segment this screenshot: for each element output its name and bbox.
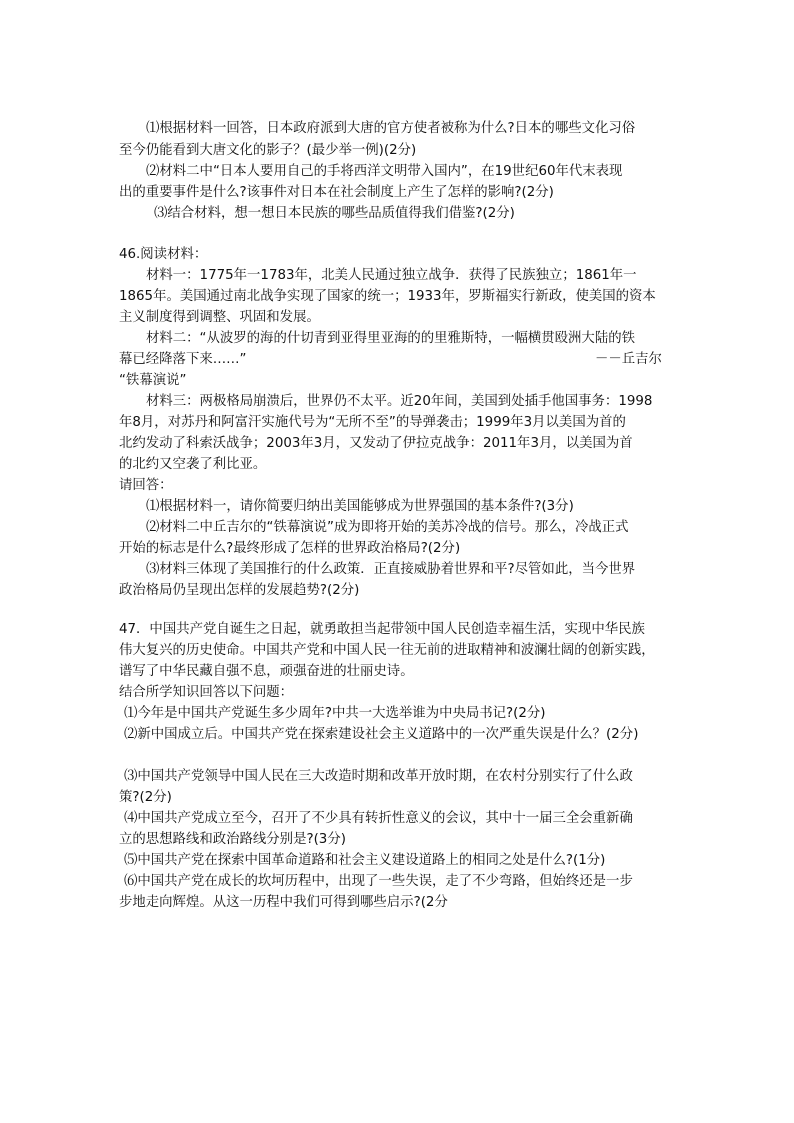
- q46-material2-attribution: －－丘吉尔: [595, 352, 662, 367]
- q47-intro-line2: 伟大复兴的历史使命。中国共产党和中国人民一往无前的进取精神和波澜壮阔的创新实践，: [119, 643, 655, 658]
- q46-material2-source: “铁幕演说”: [119, 373, 187, 388]
- q45-sub2-line2: 出的重要事件是什么?该事件对日本在社会制度上产生了怎样的影响?(2分): [119, 185, 554, 200]
- q46-sub1: ⑴根据材料一，请你简要归纳出美国能够成为世界强国的基本条件?(3分): [146, 499, 574, 514]
- q46-material1-line2: 1865年。美国通过南北战争实现了国家的统一；1933年，罗斯福实行新政，使美国的资本: [119, 289, 656, 304]
- q47-sub3-line1: ⑶中国共产党领导中国人民在三大改造时期和改革开放时期，在农村分别实行了什么政: [124, 769, 633, 784]
- q46-answer-prompt: 请回答：: [119, 478, 173, 493]
- q46-sub2-line1: ⑵材料二中丘吉尔的“铁幕演说”成为即将开始的美苏冷战的信号。那么，冷战正式: [146, 520, 629, 535]
- q47-sub6-line1: ⑹中国共产党在成长的坎坷历程中，出现了一些失误，走了不少弯路，但始终还是一步: [124, 874, 633, 889]
- q47-intro-line1: 47．中国共产党自诞生之日起，就勇敢担当起带领中国人民创造幸福生活，实现中华民族: [119, 622, 645, 637]
- q46-material1-line1: 材料一：1775年一1783年，北美人民通过独立战争．获得了民族独立；1861年一: [146, 268, 637, 283]
- q46-material3-line3: 北约发动了科索沃战争；2003年3月，又发动了伊拉克战争：2011年3月，以美国为首: [119, 436, 633, 451]
- q45-sub1-line2: 至今仍能看到大唐文化的影子？(最少举一例)(2分): [119, 143, 417, 158]
- q46-material3-line4: 的北约又空袭了利比亚。: [119, 457, 267, 472]
- q46-sub2-line2: 开始的标志是什么?最终形成了怎样的世界政治格局?(2分): [119, 541, 461, 556]
- q46-material3-line2: 年8月，对苏丹和阿富汗实施代号为“无所不至”的导弹袭击；1999年3月以美国为首的: [119, 415, 626, 430]
- q47-intro-line3: 谱写了中华民藏自强不息，顽强奋进的壮丽史诗。: [119, 664, 414, 679]
- q45-sub2-line1: ⑵材料二中“日本人要用自己的手将西洋文明带入国内”，在19世纪60年代末表现: [146, 164, 623, 179]
- q46-sub3-line2: 政治格局仍呈现出怎样的发展趋势?(2分): [119, 583, 360, 598]
- q47-sub3-line2: 策?(2分): [119, 790, 172, 805]
- q46-heading: 46.阅读材料：: [119, 247, 208, 262]
- q46-material1-line3: 主义制度得到调整、巩固和发展。: [119, 310, 320, 325]
- q46-material2-line1: 材料二：“从波罗的海的什切青到亚得里亚海的的里雅斯特，一幅横贯殴洲大陆的铁: [146, 331, 635, 346]
- q46-material2-line2: 幕已经降落下来……”: [119, 352, 247, 367]
- q47-sub2: ⑵新中国成立后。中国共产党在探索建设社会主义道路中的一次严重失误是什么？(2分): [124, 727, 639, 742]
- q47-sub4-line1: ⑷中国共产党成立至今，召开了不少具有转折性意义的会议，其中十一届三全会重新确: [124, 811, 633, 826]
- q45-sub3: ⑶结合材料，想一想日本民族的哪些品质值得我们借鉴?(2分): [154, 206, 515, 221]
- q45-sub1-line1: ⑴根据材料一回答，日本政府派到大唐的官方使者被称为什么?日本的哪些文化习俗: [146, 121, 636, 136]
- q46-material3-line1: 材料三：两极格局崩溃后，世界仍不太平。近20年间，美国到处插手他国事务：1998: [146, 394, 653, 409]
- q47-sub1: ⑴今年是中国共产党诞生多少周年?中共一大选举谁为中央局书记?(2分): [124, 706, 546, 721]
- q47-prompt: 结合所学知识回答以下问题：: [119, 685, 294, 700]
- q47-sub4-line2: 立的思想路线和政治路线分别是?(3分): [119, 832, 346, 847]
- q47-sub5: ⑸中国共产党在探索中国革命道路和社会主义建设道路上的相同之处是什么?(1分): [124, 853, 606, 868]
- q46-sub3-line1: ⑶材料三体现了美国推行的什么政策．正直接威胁着世界和平?尽管如此，当今世界: [146, 562, 636, 577]
- q47-sub6-line2: 步地走向辉煌。从这一历程中我们可得到哪些启示?(2分: [119, 895, 448, 910]
